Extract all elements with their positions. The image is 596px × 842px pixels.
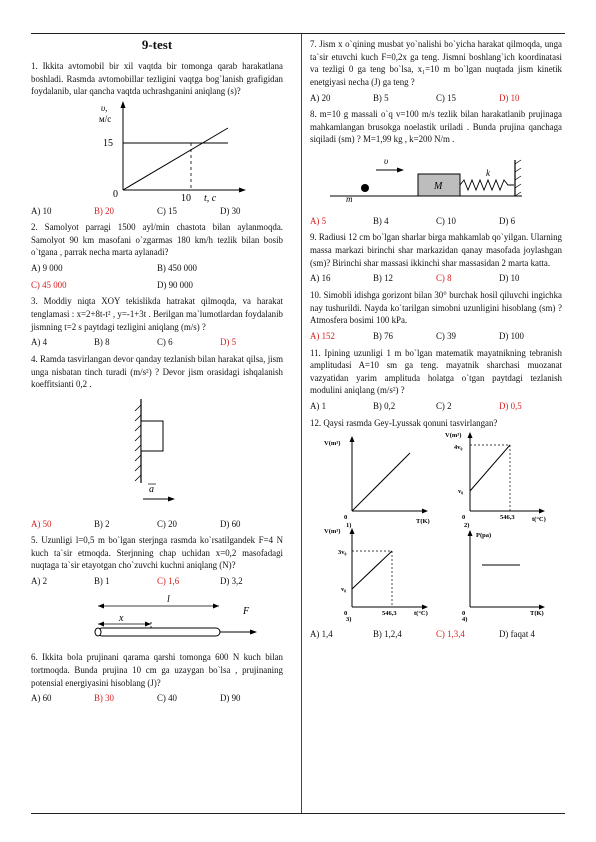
q9-answer-d[interactable]: D) 10 (499, 273, 520, 284)
q8-answer-b[interactable]: B) 4 (373, 215, 389, 226)
q7-answer-d[interactable]: D) 10 (499, 92, 520, 103)
q5-figure (31, 592, 283, 652)
q6-answer-c[interactable]: C) 40 (157, 693, 177, 704)
gas-law-graphs (310, 429, 562, 624)
q8-spring-label: k (486, 168, 490, 179)
g2-number: 2) (464, 522, 470, 530)
g2-xlabel: t(°C) (532, 516, 546, 524)
q6-answers (31, 692, 283, 705)
q3-answer-a[interactable]: A) 4 (31, 337, 48, 348)
g3-3v0: 3v₀ (338, 549, 347, 557)
q8-answer-c[interactable]: C) 10 (436, 215, 456, 226)
question-5: 5. Uzunligi l=0,5 m bo`lgan sterjnga rasmda ko`rsatilgandek F=4 N kuch ta`sir etmoqda. Sterjnning chap uchidan x=0,2 masofadagi nuqtaga ta`sir etayotgan cho`zuvchi kuchni aniqlang (N)? (31, 535, 283, 571)
q9-answer-a[interactable]: A) 16 (310, 273, 331, 284)
q4-figure (31, 391, 283, 515)
q10-answer-d[interactable]: D) 100 (499, 330, 524, 341)
question-8: 8. m=10 g massali o`q v=100 m/s tezlik bilan harakatlanib prujinaga mahkamlangan brusokga noelastik uriladi . Bunda prujina qanchaga siqiladi (sm) ? M=1,99 kg , k=200 N/m . (310, 109, 562, 145)
g1-ylabel: V(m³) (324, 440, 341, 448)
g4-number: 4) (462, 616, 468, 624)
question-9: 9. Radiusi 12 cm bo`lgan sharlar birga mahkamlab qo`yilgan. Ularning massa markazi birinchi shar markazidan qanay masofada joylashgan (sm)? Birinchi shar massasi ikkinchi shar massasidan 2 marta katta. (310, 232, 562, 268)
question-11: 11. Ipining uzunligi 1 m bo`lgan matematik mayatnikning tebranish amplitudasi A=10 sm ga teng. mayatnik sharchasi muozanat vazyatidan yarim amplituda holatga o`tgan paytdagi tezlanish modulini aniqlang (m/s²) ? (310, 347, 562, 396)
q2-answer-c[interactable]: C) 45 000 (31, 279, 67, 290)
q1-answer-b[interactable]: B) 20 (94, 205, 114, 216)
question-1: 1. Ikkita avtomobil bir xil vaqtda bir tomonga qarab harakatlana boshladi. Rasmda avtomobillar tezligini vaqtga bog`lanish grafigidan foydalanib, ular qancha vaqtda uchrashganini aniqlang (s)? (31, 61, 283, 97)
q11-answer-c[interactable]: C) 2 (436, 401, 452, 412)
g1-origin: 0 (344, 514, 348, 522)
q1-yunit: м/с (99, 113, 112, 124)
g1-number: 1) (346, 522, 352, 530)
q11-answer-d[interactable]: D) 0,5 (499, 401, 522, 412)
q1-answer-c[interactable]: C) 15 (157, 205, 177, 216)
q8-figure (310, 146, 562, 212)
g4-xlabel: T(K) (530, 610, 544, 618)
q2-answers-row2 (31, 279, 283, 292)
q5-force-label: F (243, 605, 250, 617)
g2-ylabel: V(m³) (445, 432, 462, 440)
q1-origin: 0 (113, 188, 118, 200)
q5-x-label: x (119, 612, 124, 624)
g2-origin: 0 (462, 514, 466, 522)
q7-answer-c[interactable]: C) 15 (436, 92, 456, 103)
question-3: 3. Moddiy niqta XOY tekislikda hatrakat qilmoqda, va harakat tenglamasi : x=2+8t-t² , y=-1+3t . Berilgan ma`lumotlardan foydalanib jismning t=2 s paytdagi tezligini aniqlang (m/s) ? (31, 296, 283, 332)
graph-3 (324, 528, 428, 623)
q8-mass-m-label: m (346, 194, 353, 205)
q1-xlabel: t, c (204, 192, 217, 204)
rod-force-figure (31, 592, 283, 648)
g2-4v0: 4v₀ (454, 444, 463, 452)
q6-answer-b[interactable]: B) 30 (94, 693, 114, 704)
q1-tick-10: 10 (181, 192, 191, 204)
g2-tick: 546,3 (500, 514, 515, 522)
q10-answers (310, 330, 562, 343)
q3-answer-d[interactable]: D) 5 (220, 337, 237, 348)
q1-figure (31, 98, 283, 202)
question-10: 10. Simobli idishga gorizont bilan 30° burchak hosil qiluvchi ingichka nay tushurildi. Nayda ko`tarilgan simobni uzunligini hisoblang (sm) ? Atmosfera bosimi 100 kPa. (310, 289, 562, 326)
q4-accel-label: a (149, 483, 154, 495)
q5-answer-d[interactable]: D) 3,2 (220, 576, 243, 587)
q10-answer-b[interactable]: B) 76 (373, 330, 393, 341)
question-4: 4. Ramda tasvirlangan devor qanday tezlanish bilan harakat qilsa, jism unga nisbatan tinch turadi (m/s²) ? Devor jism orasidagi ishqalanish koeffitsianti 0,2 . (31, 353, 283, 390)
q5-answer-c[interactable]: C) 1,6 (157, 576, 180, 587)
q8-velocity-label: υ (384, 156, 389, 167)
q9-answers (310, 272, 562, 285)
q12-answer-a[interactable]: A) 1,4 (310, 629, 333, 640)
q12-answer-b[interactable]: B) 1,2,4 (373, 629, 402, 640)
q3-answers (31, 336, 283, 349)
q11-answer-a[interactable]: A) 1 (310, 401, 327, 412)
graph-2 (445, 432, 546, 529)
q10-answer-a[interactable]: A) 152 (310, 330, 335, 341)
g3-v0: v₀ (341, 586, 347, 594)
q12-answers (310, 628, 562, 641)
q12-answer-c[interactable]: C) 1,3,4 (436, 629, 465, 640)
q4-answer-c[interactable]: C) 20 (157, 518, 177, 529)
graph-4 (462, 530, 545, 623)
q5-answers (31, 575, 283, 588)
graph-1 (324, 436, 430, 529)
q2-answer-a[interactable]: A) 9 000 (31, 263, 63, 274)
q1-tick-15: 15 (103, 137, 113, 149)
q2-answers-row1 (31, 262, 283, 275)
bullet-block-spring-figure (310, 146, 562, 208)
q1-answers (31, 205, 283, 218)
g3-xlabel: t(°C) (414, 610, 428, 618)
q2-answer-d[interactable]: D) 90 000 (157, 279, 193, 290)
g1-xlabel: T(K) (416, 518, 430, 526)
bottom-rule (31, 813, 565, 814)
q12-answer-d[interactable]: D) faqat 4 (499, 629, 535, 640)
q1-ylabel: υ, (101, 102, 108, 113)
top-rule (31, 33, 565, 34)
q8-answer-a[interactable]: A) 5 (310, 215, 327, 226)
q5-length-label: l (167, 593, 170, 605)
question-12: 12. Qaysi rasmda Gey-Lyussak qonuni tasvirlangan? (310, 417, 498, 428)
column-divider (301, 34, 302, 814)
g4-origin: 0 (462, 610, 466, 618)
velocity-time-graph (31, 98, 283, 204)
q6-answer-a[interactable]: A) 60 (31, 693, 52, 704)
q9-answer-c[interactable]: C) 8 (436, 273, 452, 284)
q5-answer-b[interactable]: B) 1 (94, 576, 110, 587)
question-2: 2. Samolyot parragi 1500 ayl/min chastota bilan aylanmoqda. Samolyot 90 km masofani o`zgarmas 180 km/h tezlik bilan bosib o`tgana , parrak necha marta aylanadi? (31, 222, 283, 258)
g3-number: 3) (346, 616, 352, 624)
q12-figure (310, 429, 562, 625)
left-column (31, 60, 283, 709)
g3-origin: 0 (344, 610, 348, 618)
q1-answer-d[interactable]: D) 30 (220, 205, 241, 216)
q8-answer-d[interactable]: D) 6 (499, 215, 516, 226)
g4-ylabel: P(pa) (476, 532, 492, 540)
q4-answers (31, 518, 283, 531)
q6-answer-d[interactable]: D) 90 (220, 693, 241, 704)
q7-answer-b[interactable]: B) 5 (373, 92, 389, 103)
q11-answers (310, 400, 562, 413)
q3-answer-c[interactable]: C) 6 (157, 337, 173, 348)
question-7: 7. Jism x o`qining musbat yo`nalishi bo`yicha harakat qilmoqda, unga ta`sir etuvchi kuch F=0,2x ga teng. Jismni boshlang`ich koordinatasi va tezligi 0 ga teng bo`lsa, x₁=10 m bo`lgan nuqtada jism kinetik enetgiyasi necha (J) ga teng ? (310, 39, 562, 87)
q4-answer-d[interactable]: D) 60 (220, 518, 241, 529)
q8-answers (310, 215, 562, 228)
question-6: 6. Ikkita bola prujinani qarama qarshi tomonga 600 N kuch bilan tortmoqda. Bunda prujina 10 cm ga uzaygan bo`lsa , prujinaning potensial energiyasini hisoblang (J)? (31, 652, 283, 688)
page-title: 9-test (141, 37, 173, 52)
right-column (310, 38, 562, 645)
q7-answer-a[interactable]: A) 20 (310, 92, 331, 103)
g2-v0: v₀ (458, 488, 464, 496)
q4-answer-b[interactable]: B) 2 (94, 518, 110, 529)
q1-answer-a[interactable]: A) 10 (31, 205, 52, 216)
q3-answer-b[interactable]: B) 8 (94, 337, 110, 348)
g3-ylabel: V(m³) (324, 528, 341, 536)
q10-answer-c[interactable]: C) 39 (436, 330, 456, 341)
q7-answers (310, 92, 562, 105)
wall-block-figure (31, 391, 283, 511)
q2-answer-b[interactable]: B) 450 000 (157, 263, 197, 274)
q4-answer-a[interactable]: A) 50 (31, 518, 52, 529)
g3-tick: 546,3 (382, 610, 397, 618)
q8-block-label: M (434, 181, 443, 193)
q11-answer-b[interactable]: B) 0,2 (373, 401, 396, 412)
q5-answer-a[interactable]: A) 2 (31, 576, 48, 587)
q9-answer-b[interactable]: B) 12 (373, 273, 393, 284)
